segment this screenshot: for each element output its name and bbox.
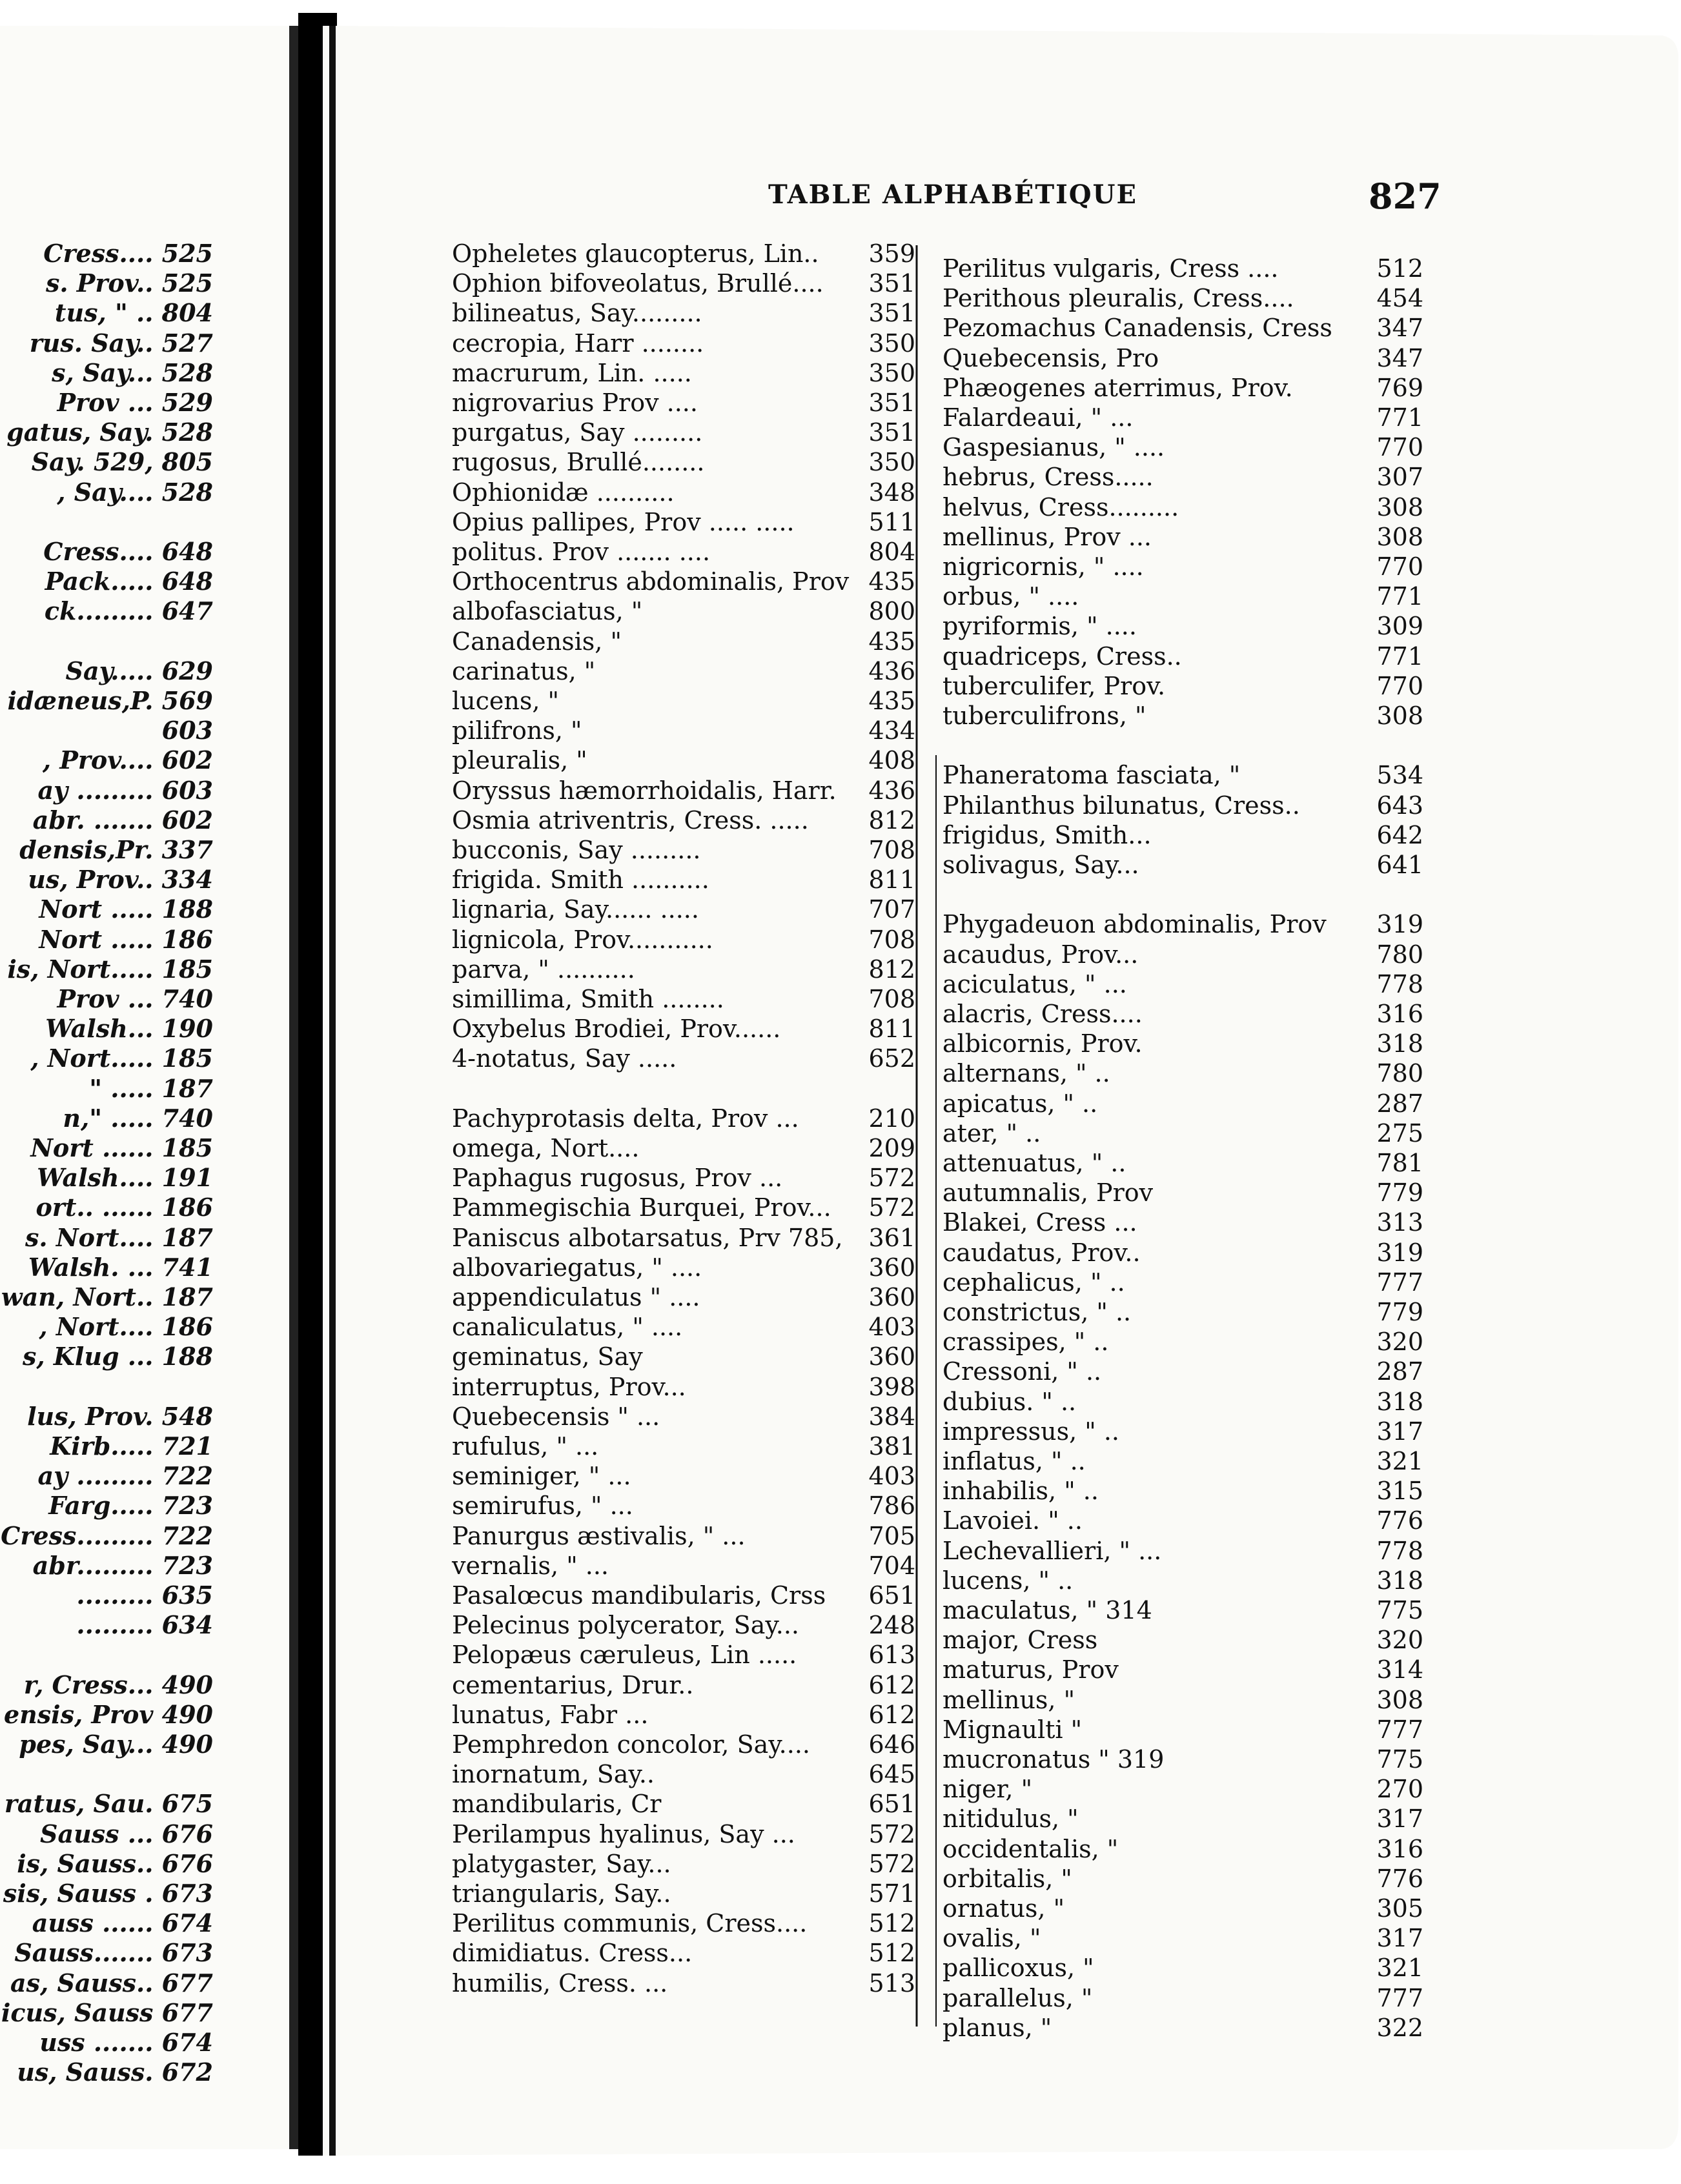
- index-entry-text: semirufus, " ...: [452, 1491, 633, 1521]
- index-entry-text: Paniscus albotarsatus, Prv 785,: [452, 1223, 843, 1252]
- index-entry-text: aciculatus, " ...: [942, 969, 1127, 998]
- index-entry-page: 708: [868, 836, 915, 864]
- index-entry-text: constrictus, " ..: [942, 1298, 1132, 1326]
- index-entry-text: Mignaulti ": [942, 1715, 1083, 1744]
- left-page-line: pes, Say... 490: [19, 1730, 213, 1759]
- left-page-line: , Nort.... 186: [39, 1312, 213, 1342]
- index-entry-page: 812: [868, 955, 915, 984]
- index-entry-text: Phaneratoma fasciata, ": [942, 761, 1241, 790]
- index-entry-page: 361: [868, 1223, 915, 1252]
- left-page-line: as, Sauss.. 677: [10, 1968, 213, 1997]
- index-entry-page: 612: [868, 1700, 915, 1729]
- left-page-line: r, Cress... 490: [23, 1670, 213, 1699]
- index-entry-page: 317: [1376, 1805, 1423, 1834]
- index-entry-page: 786: [868, 1491, 915, 1521]
- index-entry-text: Pelopæus cæruleus, Lin .....: [452, 1641, 797, 1670]
- index-entry-text: mucronatus " 319: [942, 1745, 1165, 1774]
- index-entry-text: tuberculifrons, ": [942, 702, 1146, 730]
- index-entry-page: 403: [868, 1462, 915, 1491]
- left-page-line: Nort ..... 186: [39, 924, 213, 954]
- index-entry-text: Cressoni, " ..: [942, 1357, 1102, 1386]
- left-page-line: Nort ...... 185: [30, 1133, 213, 1162]
- index-entry-page: 770: [1376, 552, 1423, 581]
- index-entry-page: 646: [868, 1730, 915, 1759]
- left-page-line: tus, " .. 804: [54, 298, 213, 328]
- left-page-line: Prov ... 529: [57, 388, 213, 417]
- left-page-line: Walsh... 190: [45, 1014, 213, 1044]
- left-page-line: Sauss ... 676: [40, 1819, 213, 1848]
- left-page-line: gatus, Say. 528: [6, 418, 213, 447]
- index-entry-text: Perilitus communis, Cress....: [452, 1909, 808, 1938]
- index-entry-text: canaliculatus, " ....: [452, 1313, 683, 1342]
- index-entry-text: pyriformis, " ....: [942, 612, 1137, 641]
- index-entry-page: 513: [868, 1968, 915, 1997]
- index-entry-page: 403: [868, 1313, 915, 1342]
- index-entry-page: 321: [1376, 1954, 1423, 1983]
- index-entry-text: lunatus, Fabr ...: [452, 1700, 649, 1729]
- left-page-line: is, Sauss.. 676: [17, 1848, 213, 1878]
- index-entry-page: 775: [1376, 1745, 1423, 1774]
- index-entry-text: major, Cress: [942, 1626, 1098, 1655]
- index-entry-page: 780: [1376, 1059, 1423, 1088]
- index-entry-text: Quebecensis, Pro: [942, 343, 1159, 372]
- index-entry-page: 315: [1376, 1477, 1423, 1506]
- index-entry-text: parva, " ..........: [452, 955, 635, 984]
- index-entry-page: 651: [868, 1790, 915, 1819]
- index-entry-text: apicatus, " ..: [942, 1089, 1098, 1118]
- left-page-line: s, Klug ... 188: [23, 1342, 213, 1371]
- left-page-line: auss ...... 674: [32, 1908, 213, 1938]
- index-entry-text: seminiger, " ...: [452, 1462, 631, 1491]
- index-entry-text: triangularis, Say..: [452, 1879, 671, 1908]
- index-entry-text: Falardeaui, " ...: [942, 403, 1134, 432]
- index-entry-text: Lavoiei. " ..: [942, 1506, 1083, 1535]
- index-entry-page: 347: [1376, 314, 1423, 343]
- index-entry-text: Phæogenes aterrimus, Prov.: [942, 373, 1293, 402]
- index-entry-text: occidentalis, ": [942, 1834, 1119, 1863]
- index-entry-page: 350: [868, 448, 915, 477]
- left-page-line: abr. ....... 602: [32, 805, 213, 834]
- left-page-line: ort.. ...... 186: [36, 1193, 213, 1222]
- index-entry-page: 320: [1376, 1626, 1423, 1655]
- index-entry-page: 318: [1376, 1387, 1423, 1416]
- index-entry-text: maculatus, " 314: [942, 1596, 1152, 1624]
- index-entry-page: 776: [1376, 1864, 1423, 1893]
- index-entry-page: 308: [1376, 702, 1423, 730]
- left-page-line: , Nort..... 185: [30, 1044, 213, 1073]
- index-entry-page: 705: [868, 1521, 915, 1550]
- index-entry-page: 771: [1376, 642, 1423, 671]
- left-page-line: , Say.... 528: [57, 477, 213, 507]
- index-entry-page: 287: [1376, 1089, 1423, 1118]
- index-entry-text: tuberculifer, Prov.: [942, 671, 1166, 700]
- index-entry-page: 248: [868, 1611, 915, 1640]
- left-page-line: densis,Pr. 337: [19, 835, 213, 864]
- left-page-line: us, Prov.. 334: [28, 865, 213, 895]
- index-entry-page: 436: [868, 776, 915, 805]
- index-entry-page: 811: [868, 865, 915, 895]
- index-entry-page: 572: [868, 1849, 915, 1878]
- index-entry-page: 322: [1376, 2013, 1423, 2042]
- left-page-line: " ..... 187: [89, 1073, 213, 1103]
- left-page-line: abr......... 723: [32, 1550, 213, 1580]
- index-entry-text: humilis, Cress. ...: [452, 1968, 668, 1997]
- index-entry-text: lucens, ": [452, 687, 560, 715]
- index-entry-page: 317: [1376, 1417, 1423, 1446]
- index-entry-text: solivagus, Say...: [942, 851, 1139, 879]
- index-entry-text: Pasalœcus mandibularis, Crss: [452, 1581, 826, 1610]
- index-entry-page: 775: [1376, 1596, 1423, 1624]
- index-entry-text: platygaster, Say...: [452, 1849, 671, 1878]
- left-page-line: Farg..... 723: [48, 1491, 213, 1521]
- index-entry-text: niger, ": [942, 1775, 1033, 1804]
- left-page-line: Say. 529, 805: [31, 447, 213, 477]
- index-entry-text: Pachyprotasis delta, Prov ...: [452, 1104, 799, 1133]
- index-entry-page: 770: [1376, 433, 1423, 462]
- index-entry-page: 348: [868, 478, 915, 507]
- left-page-line: ensis, Prov 490: [3, 1699, 213, 1729]
- index-entry-page: 651: [868, 1581, 915, 1610]
- index-entry-text: rugosus, Brullé........: [452, 448, 705, 477]
- index-entry-text: impressus, " ..: [942, 1417, 1120, 1446]
- index-entry-page: 645: [868, 1760, 915, 1789]
- index-entry-text: pallicoxus, ": [942, 1954, 1094, 1983]
- left-page-line: idæneus,P. 569: [7, 686, 213, 715]
- index-entry-page: 319: [1376, 1238, 1423, 1267]
- left-page-line: Kirb..... 721: [50, 1431, 213, 1461]
- index-entry-page: 512: [868, 1939, 915, 1968]
- index-entry-page: 308: [1376, 522, 1423, 551]
- index-entry-text: helvus, Cress.........: [942, 492, 1179, 521]
- index-entry-page: 408: [868, 746, 915, 775]
- index-entry-text: interruptus, Prov...: [452, 1372, 686, 1401]
- index-entry-text: maturus, Prov: [942, 1655, 1119, 1684]
- index-entry-text: geminatus, Say: [452, 1342, 643, 1371]
- index-entry-text: Philanthus bilunatus, Cress..: [942, 791, 1300, 820]
- left-page-line: ......... 634: [76, 1610, 213, 1640]
- index-entry-text: frigida. Smith ..........: [452, 865, 709, 895]
- left-page-line: Walsh. ... 741: [28, 1252, 213, 1282]
- index-entry-text: caudatus, Prov..: [942, 1238, 1141, 1267]
- index-entry-text: inflatus, " ..: [942, 1447, 1086, 1475]
- index-entry-text: alternans, " ..: [942, 1059, 1110, 1088]
- index-entry-text: acaudus, Prov...: [942, 940, 1139, 969]
- index-entry-text: 4-notatus, Say .....: [452, 1044, 677, 1073]
- index-entry-text: Paphagus rugosus, Prov ...: [452, 1164, 783, 1193]
- index-entry-page: 351: [868, 299, 915, 328]
- index-entry-page: 381: [868, 1432, 915, 1461]
- index-entry-text: quadriceps, Cress..: [942, 642, 1182, 671]
- index-entry-text: inhabilis, " ..: [942, 1477, 1099, 1506]
- index-entry-text: omega, Nort....: [452, 1134, 640, 1162]
- index-entry-text: Blakei, Cress ...: [942, 1208, 1137, 1237]
- index-entry-text: rufulus, " ...: [452, 1432, 599, 1461]
- index-entry-text: Ophionidæ ..........: [452, 478, 675, 507]
- index-entry-page: 770: [1376, 671, 1423, 700]
- left-page-line: us, Sauss. 672: [17, 2058, 213, 2087]
- index-entry-text: Quebecensis " ...: [452, 1402, 660, 1431]
- index-entry-text: Pammegischia Burquei, Prov...: [452, 1193, 831, 1222]
- index-entry-page: 704: [868, 1551, 915, 1580]
- index-entry-text: macrurum, Lin. .....: [452, 358, 692, 387]
- index-entry-text: Canadensis, ": [452, 627, 622, 656]
- index-entry-text: Ophion bifoveolatus, Brullé....: [452, 269, 824, 298]
- index-entry-text: inornatum, Say..: [452, 1760, 655, 1789]
- index-entry-page: 571: [868, 1879, 915, 1908]
- index-entry-page: 780: [1376, 940, 1423, 969]
- index-entry-text: bilineatus, Say.........: [452, 299, 702, 328]
- index-entry-page: 778: [1376, 969, 1423, 998]
- index-entry-text: Panurgus æstivalis, " ...: [452, 1521, 746, 1550]
- index-entry-page: 209: [868, 1134, 915, 1162]
- index-entry-text: mandibularis, Cr: [452, 1790, 662, 1819]
- index-entry-page: 435: [868, 687, 915, 715]
- index-entry-page: 307: [1376, 463, 1423, 492]
- left-page-line: Cress.... 525: [43, 239, 213, 268]
- index-entry-text: dimidiatus. Cress...: [452, 1939, 693, 1968]
- left-page-line: ay ......... 603: [37, 775, 213, 805]
- index-entry-page: 454: [1376, 284, 1423, 313]
- left-page-line: Pack..... 648: [45, 567, 213, 596]
- index-entry-text: vernalis, " ...: [452, 1551, 609, 1580]
- page-number: 827: [1369, 176, 1442, 217]
- index-entry-page: 781: [1376, 1149, 1423, 1177]
- index-entry-page: 613: [868, 1641, 915, 1670]
- index-entry-page: 316: [1376, 1834, 1423, 1863]
- index-entry-page: 309: [1376, 612, 1423, 641]
- index-entry-text: Lechevallieri, " ...: [942, 1536, 1162, 1565]
- index-entry-page: 812: [868, 805, 915, 834]
- index-entry-text: lignicola, Prov...........: [452, 925, 713, 954]
- index-entry-page: 707: [868, 895, 915, 924]
- index-entry-text: Pelecinus polycerator, Say...: [452, 1611, 800, 1640]
- index-entry-text: orbus, " ....: [942, 582, 1079, 611]
- index-entry-text: frigidus, Smith...: [942, 820, 1152, 849]
- index-entry-text: Perithous pleuralis, Cress....: [942, 284, 1294, 313]
- index-entry-text: Perilampus hyalinus, Say ...: [452, 1819, 795, 1848]
- index-entry-text: dubius. " ..: [942, 1387, 1077, 1416]
- left-page-line: Sauss....... 673: [14, 1938, 213, 1968]
- left-page-line: uss ....... 674: [39, 2028, 213, 2057]
- index-entry-page: 800: [868, 597, 915, 626]
- left-page-line: Cress.... 648: [43, 537, 213, 566]
- index-entry-page: 708: [868, 985, 915, 1013]
- index-entry-text: mellinus, ": [942, 1685, 1075, 1714]
- left-page-line: s, Say... 528: [52, 358, 213, 387]
- index-entry-page: 779: [1376, 1298, 1423, 1326]
- index-entry-page: 512: [868, 1909, 915, 1938]
- index-entry-page: 642: [1376, 820, 1423, 849]
- index-entry-page: 270: [1376, 1775, 1423, 1804]
- index-entry-text: nigrovarius Prov ....: [452, 389, 698, 417]
- index-entry-text: politus. Prov ....... ....: [452, 538, 711, 566]
- index-entry-page: 351: [868, 418, 915, 447]
- index-entry-page: 435: [868, 627, 915, 656]
- index-entry-page: 436: [868, 656, 915, 685]
- index-entry-page: 777: [1376, 1983, 1423, 2012]
- index-entry-page: 804: [868, 538, 915, 566]
- index-entry-text: carinatus, ": [452, 656, 596, 685]
- index-entry-page: 512: [1376, 254, 1423, 283]
- left-page-line: Prov ... 740: [57, 984, 213, 1013]
- left-page-line: s. Prov.. 525: [45, 268, 213, 298]
- index-entry-page: 360: [868, 1253, 915, 1282]
- index-entry-text: ater, " ..: [942, 1118, 1041, 1148]
- index-entry-text: nigricornis, " ....: [942, 552, 1144, 581]
- left-page-line: rus. Say.. 527: [29, 328, 213, 358]
- index-entry-page: 347: [1376, 343, 1423, 372]
- index-entry-page: 572: [868, 1193, 915, 1222]
- index-entry-page: 769: [1376, 373, 1423, 402]
- left-page-line: Say..... 629: [65, 656, 213, 685]
- index-entry-text: attenuatus, " ..: [942, 1149, 1126, 1177]
- index-entry-text: bucconis, Say .........: [452, 836, 701, 864]
- index-entry-text: mellinus, Prov ...: [942, 522, 1152, 551]
- index-entry-page: 316: [1376, 1000, 1423, 1028]
- index-entry-text: cementarius, Drur..: [452, 1670, 694, 1699]
- left-page-line: ......... 635: [76, 1581, 213, 1610]
- left-page-line: ck......... 647: [44, 596, 213, 626]
- index-entry-text: Perilitus vulgaris, Cress ....: [942, 254, 1279, 283]
- index-entry-text: Osmia atriventris, Cress. .....: [452, 805, 809, 834]
- index-entry-page: 779: [1376, 1178, 1423, 1208]
- left-page-line: , Prov.... 602: [42, 745, 213, 775]
- index-entry-page: 777: [1376, 1715, 1423, 1744]
- index-entry-page: 350: [868, 358, 915, 387]
- index-entry-page: 534: [1376, 761, 1423, 790]
- index-entry-text: lucens, " ..: [942, 1566, 1074, 1595]
- index-entry-page: 811: [868, 1015, 915, 1044]
- index-entry-text: Phygadeuon abdominalis, Prov: [942, 910, 1327, 939]
- index-entry-page: 320: [1376, 1328, 1423, 1357]
- index-entry-text: albovariegatus, " ....: [452, 1253, 702, 1282]
- left-page-line: lus, Prov. 548: [27, 1401, 213, 1431]
- index-entry-text: parallelus, ": [942, 1983, 1093, 2012]
- index-entry-text: appendiculatus " ....: [452, 1283, 700, 1311]
- index-entry-text: crassipes, " ..: [942, 1328, 1109, 1357]
- index-entry-page: 318: [1376, 1029, 1423, 1058]
- index-entry-page: 317: [1376, 1924, 1423, 1953]
- index-entry-page: 572: [868, 1164, 915, 1193]
- index-entry-page: 350: [868, 329, 915, 358]
- left-page-line: is, Nort..... 185: [7, 954, 213, 984]
- index-entry-text: alacris, Cress....: [942, 1000, 1143, 1028]
- index-entry-page: 351: [868, 389, 915, 417]
- index-entry-text: Opheletes glaucopterus, Lin..: [452, 239, 819, 268]
- index-entry-page: 275: [1376, 1118, 1423, 1148]
- index-entry-text: cephalicus, " ..: [942, 1268, 1125, 1297]
- index-entry-text: Gaspesianus, " ....: [942, 433, 1165, 462]
- index-entry-page: 612: [868, 1670, 915, 1699]
- index-entry-page: 287: [1376, 1357, 1423, 1386]
- running-title: TABLE ALPHABÉTIQUE: [768, 179, 1138, 210]
- index-entry-text: Oxybelus Brodiei, Prov......: [452, 1015, 781, 1044]
- left-page-line: icus, Sauss 677: [1, 1997, 213, 2027]
- index-entry-page: 771: [1376, 403, 1423, 432]
- index-entry-page: 351: [868, 269, 915, 298]
- index-entry-page: 771: [1376, 582, 1423, 611]
- index-entry-text: cecropia, Harr ........: [452, 329, 704, 358]
- index-entry-text: ovalis, ": [942, 1924, 1041, 1953]
- index-entry-page: 314: [1376, 1655, 1423, 1684]
- index-entry-text: ornatus, ": [942, 1894, 1065, 1923]
- index-entry-text: Pemphredon concolor, Say....: [452, 1730, 810, 1759]
- left-page-line: Walsh.... 191: [37, 1163, 213, 1193]
- index-entry-text: autumnalis, Prov: [942, 1178, 1154, 1208]
- index-entry-page: 778: [1376, 1536, 1423, 1565]
- index-entry-text: lignaria, Say...... .....: [452, 895, 699, 924]
- index-entry-page: 572: [868, 1819, 915, 1848]
- index-entry-text: Orthocentrus abdominalis, Prov: [452, 567, 850, 596]
- index-entry-page: 318: [1376, 1566, 1423, 1595]
- index-entry-text: Opius pallipes, Prov ..... .....: [452, 507, 795, 536]
- index-entry-text: albofasciatus, ": [452, 597, 643, 626]
- left-page-line: sis, Sauss . 673: [3, 1879, 213, 1908]
- index-entry-page: 398: [868, 1372, 915, 1401]
- index-entry-page: 360: [868, 1283, 915, 1311]
- index-entry-page: 313: [1376, 1208, 1423, 1237]
- index-entry-page: 643: [1376, 791, 1423, 820]
- index-entry-page: 435: [868, 567, 915, 596]
- index-entry-page: 308: [1376, 492, 1423, 521]
- index-entry-page: 210: [868, 1104, 915, 1133]
- index-entry-page: 777: [1376, 1268, 1423, 1297]
- left-page-line: wan, Nort.. 187: [1, 1282, 213, 1311]
- index-entry-page: 776: [1376, 1506, 1423, 1535]
- index-entry-page: 319: [1376, 910, 1423, 939]
- left-page-line: Cress......... 722: [1, 1521, 213, 1550]
- index-entry-text: pilifrons, ": [452, 716, 582, 745]
- left-page-line: ay ......... 722: [37, 1461, 213, 1491]
- index-entry-text: Oryssus hæmorrhoidalis, Harr.: [452, 776, 837, 805]
- index-entry-page: 652: [868, 1044, 915, 1073]
- index-entry-page: 321: [1376, 1447, 1423, 1475]
- index-entry-text: purgatus, Say .........: [452, 418, 703, 447]
- index-entry-page: 641: [1376, 851, 1423, 879]
- index-entry-text: nitidulus, ": [942, 1805, 1079, 1834]
- left-page-line: s. Nort.... 187: [25, 1222, 213, 1252]
- index-entry-page: 308: [1376, 1685, 1423, 1714]
- index-entry-page: 305: [1376, 1894, 1423, 1923]
- index-entry-page: 708: [868, 925, 915, 954]
- index-entry-text: planus, ": [942, 2013, 1052, 2042]
- index-entry-page: 511: [868, 507, 915, 536]
- left-page-line: n," ..... 740: [63, 1103, 213, 1133]
- index-entry-text: hebrus, Cress.....: [942, 463, 1154, 492]
- index-entry-page: 434: [868, 716, 915, 745]
- index-entry-text: Pezomachus Canadensis, Cress: [942, 314, 1332, 343]
- left-page-line: Nort ..... 188: [39, 895, 213, 924]
- index-entry-text: orbitalis, ": [942, 1864, 1072, 1893]
- index-entry-text: pleuralis, ": [452, 746, 587, 775]
- index-entry-page: 360: [868, 1342, 915, 1371]
- index-entry-page: 359: [868, 239, 915, 268]
- index-entry-text: albicornis, Prov.: [942, 1029, 1143, 1058]
- left-page-line: 603: [161, 716, 213, 745]
- index-entry-page: 384: [868, 1402, 915, 1431]
- left-page-line: ratus, Sau. 675: [4, 1789, 213, 1819]
- index-entry-text: simillima, Smith ........: [452, 985, 724, 1013]
